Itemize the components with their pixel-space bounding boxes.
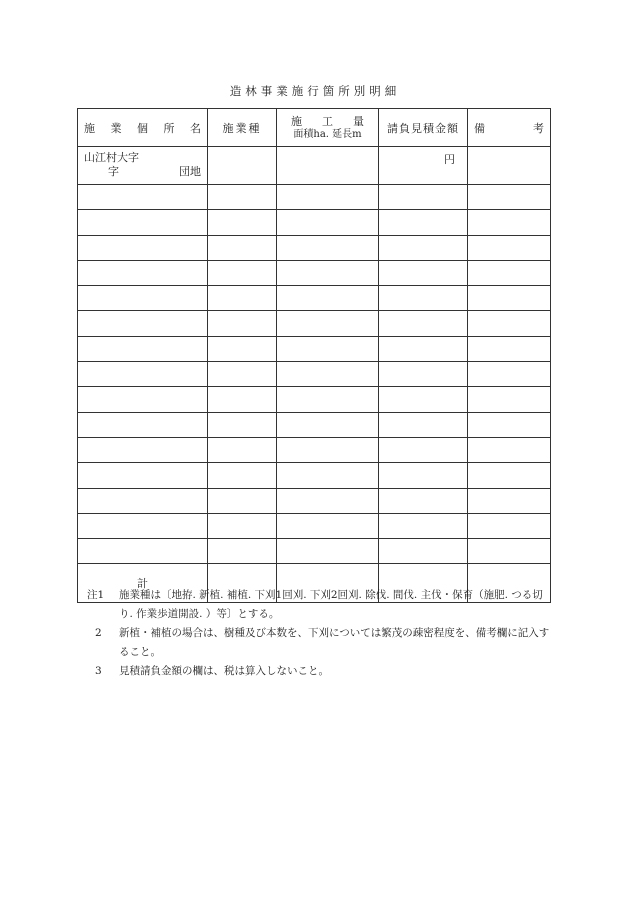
amount-cell[interactable] (277, 210, 379, 235)
estimate-cell[interactable] (379, 488, 468, 513)
note-item (95, 662, 555, 681)
header-remarks (468, 109, 551, 147)
estimate-cell[interactable] (379, 260, 468, 285)
location-village: 山江村大字 (84, 151, 139, 164)
estimate-cell[interactable] (379, 362, 468, 387)
location-cell[interactable] (78, 412, 208, 437)
remarks-cell[interactable] (468, 513, 551, 538)
work-type-cell[interactable] (208, 147, 277, 185)
table-row (78, 336, 551, 361)
amount-cell[interactable] (277, 437, 379, 462)
estimate-cell[interactable] (379, 412, 468, 437)
amount-cell[interactable] (277, 362, 379, 387)
remarks-cell[interactable] (468, 362, 551, 387)
remarks-cell[interactable] (468, 336, 551, 361)
location-aza: 字 (108, 165, 119, 178)
remarks-cell[interactable] (468, 147, 551, 185)
amount-cell[interactable] (277, 185, 379, 210)
note-item (87, 586, 555, 624)
table-row (78, 260, 551, 285)
estimate-cell[interactable] (379, 387, 468, 412)
amount-cell[interactable] (277, 488, 379, 513)
header-estimate-label: 請負見積金額 (387, 121, 459, 135)
table-row (78, 488, 551, 513)
remarks-cell[interactable] (468, 185, 551, 210)
amount-cell[interactable] (277, 513, 379, 538)
remarks-cell[interactable] (468, 539, 551, 564)
work-type-cell[interactable] (208, 437, 277, 462)
work-type-cell[interactable] (208, 311, 277, 336)
estimate-cell[interactable] (379, 513, 468, 538)
amount-cell[interactable] (277, 311, 379, 336)
location-cell[interactable] (78, 488, 208, 513)
work-type-cell[interactable] (208, 210, 277, 235)
remarks-cell[interactable] (468, 210, 551, 235)
remarks-cell[interactable] (468, 387, 551, 412)
work-type-cell[interactable] (208, 539, 277, 564)
note-text: 新植・補植の場合は、樹種及び本数を、下刈については繁茂の疎密程度を、備考欄に記入すること。 (119, 627, 550, 658)
header-work-type (208, 109, 277, 147)
location-cell[interactable] (78, 539, 208, 564)
amount-cell[interactable] (277, 260, 379, 285)
remarks-cell[interactable] (468, 311, 551, 336)
detail-table (77, 108, 551, 603)
remarks-cell[interactable] (468, 286, 551, 311)
table-row (78, 235, 551, 260)
header-remarks-char: 考 (533, 121, 544, 135)
note-text: 見積請負金額の欄は、税は算入しないこと。 (119, 665, 329, 677)
total-label: 計 (137, 577, 148, 591)
table-row (78, 286, 551, 311)
header-amount (277, 109, 379, 147)
estimate-cell[interactable] (379, 185, 468, 210)
header-location-char: 個 (137, 121, 148, 135)
remarks-cell[interactable] (468, 412, 551, 437)
note-number: 3 (95, 665, 102, 677)
location-cell[interactable] (78, 463, 208, 488)
header-amount-char: 工 (322, 114, 333, 128)
location-cell[interactable] (78, 235, 208, 260)
work-type-cell[interactable] (208, 260, 277, 285)
header-amount-char: 施 (291, 114, 302, 128)
table-row (78, 437, 551, 462)
location-cell[interactable] (78, 185, 208, 210)
location-cell[interactable] (78, 260, 208, 285)
work-type-cell[interactable] (208, 362, 277, 387)
estimate-cell[interactable] (379, 311, 468, 336)
table-row (78, 210, 551, 235)
location-cell[interactable] (78, 147, 208, 185)
note-text: 施業種は〔地拵. 新植. 補植. 下刈1回刈. 下刈2回刈. 除伐. 間伐. 主伐・保育（施肥. つる切り. 作業歩道開設. ）等〕とする。 (119, 589, 543, 620)
location-cell[interactable] (78, 362, 208, 387)
work-type-cell[interactable] (208, 488, 277, 513)
currency-unit: 円 (444, 153, 455, 166)
remarks-cell[interactable] (468, 463, 551, 488)
location-cell[interactable] (78, 286, 208, 311)
header-row (78, 109, 551, 147)
document-title: 造林事業施行箇所別明細 (229, 84, 401, 98)
table-row (78, 463, 551, 488)
notes-section (87, 586, 555, 681)
amount-cell[interactable] (277, 286, 379, 311)
estimate-cell[interactable] (379, 336, 468, 361)
work-type-cell[interactable] (208, 185, 277, 210)
location-cell[interactable] (78, 336, 208, 361)
header-location (78, 109, 208, 147)
location-danchi: 団地 (179, 165, 201, 178)
header-estimate (379, 109, 468, 147)
amount-cell[interactable] (277, 463, 379, 488)
header-location-char: 所 (163, 121, 175, 135)
location-cell[interactable] (78, 210, 208, 235)
location-cell[interactable] (78, 513, 208, 538)
table-row (78, 513, 551, 538)
estimate-cell[interactable] (379, 210, 468, 235)
table-row (78, 185, 551, 210)
remarks-cell[interactable] (468, 437, 551, 462)
work-type-cell[interactable] (208, 463, 277, 488)
estimate-cell[interactable] (379, 437, 468, 462)
header-location-char: 名 (190, 121, 201, 135)
amount-cell[interactable] (277, 387, 379, 412)
header-work-type-label: 施業種 (222, 121, 262, 135)
table-row (78, 147, 551, 185)
remarks-cell[interactable] (468, 488, 551, 513)
table-row (78, 412, 551, 437)
work-type-cell[interactable] (208, 513, 277, 538)
estimate-cell[interactable] (379, 539, 468, 564)
amount-cell[interactable] (277, 147, 379, 185)
estimate-cell[interactable] (379, 463, 468, 488)
header-location-char: 業 (110, 121, 122, 135)
remarks-cell[interactable] (468, 235, 551, 260)
table-row (78, 387, 551, 412)
note-item (95, 624, 555, 662)
work-type-cell[interactable] (208, 412, 277, 437)
location-cell[interactable] (78, 311, 208, 336)
estimate-cell[interactable] (379, 286, 468, 311)
amount-cell[interactable] (277, 412, 379, 437)
work-type-cell[interactable] (208, 387, 277, 412)
location-cell[interactable] (78, 437, 208, 462)
estimate-cell[interactable] (379, 147, 468, 185)
note-number: 注1 (87, 589, 105, 601)
remarks-cell[interactable] (468, 260, 551, 285)
amount-cell[interactable] (277, 235, 379, 260)
header-amount-sub: 面積ha. 延長m (293, 128, 362, 140)
header-amount-char: 量 (353, 114, 364, 128)
header-remarks-char: 備 (474, 121, 485, 135)
table-row (78, 311, 551, 336)
work-type-cell[interactable] (208, 336, 277, 361)
table-row (78, 362, 551, 387)
table-row (78, 539, 551, 564)
work-type-cell[interactable] (208, 235, 277, 260)
header-location-char: 施 (84, 121, 95, 135)
work-type-cell[interactable] (208, 286, 277, 311)
estimate-cell[interactable] (379, 235, 468, 260)
location-cell[interactable] (78, 387, 208, 412)
amount-cell[interactable] (277, 336, 379, 361)
note-number: 2 (95, 627, 102, 639)
amount-cell[interactable] (277, 539, 379, 564)
